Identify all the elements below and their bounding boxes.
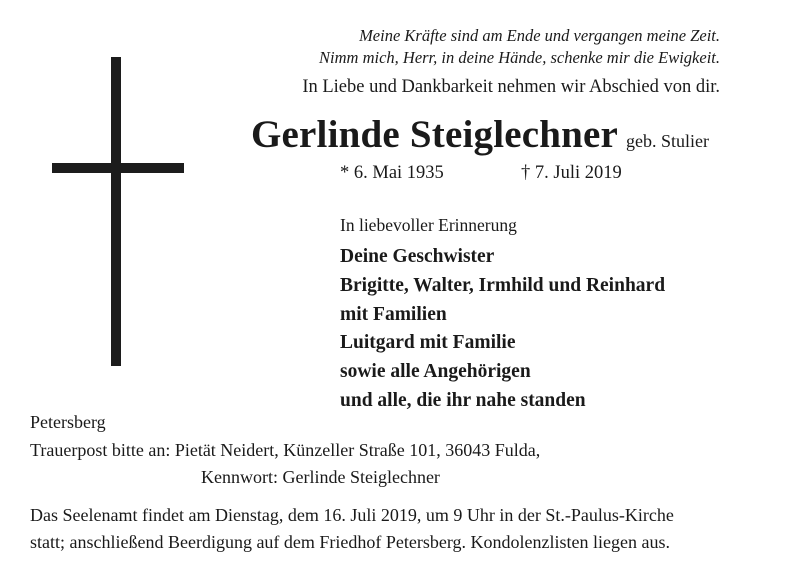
memory-intro: In liebevoller Erinnerung [340, 215, 517, 235]
condolence-keyword: Kennwort: Gerlinde Steiglechner [201, 467, 440, 487]
requiem-line-2: statt; anschließend Beerdigung auf dem Friedhof Petersberg. Kondolenzlisten liegen aus. [30, 532, 671, 552]
deceased-name: Gerlinde Steiglechner [251, 113, 619, 156]
cross-horizontal-beam [52, 163, 184, 173]
mourner-line: Deine Geschwister [340, 246, 495, 267]
place-name: Petersberg [30, 412, 106, 432]
cross-vertical-beam [111, 57, 121, 366]
mourner-line: Brigitte, Walter, Irmhild und Reinhard [340, 274, 666, 296]
mourner-line: und alle, die ihr nahe standen [340, 389, 586, 411]
deceased-name-line [251, 112, 709, 157]
birth-name: geb. Stulier [626, 131, 710, 151]
verse-line-1: Meine Kräfte sind am Ende und vergangen meine Zeit. [359, 26, 720, 45]
condolence-address: Trauerpost bitte an: Pietät Neidert, Künzeller Straße 101, 36043 Fulda, [30, 440, 541, 460]
mourner-line: mit Familien [340, 303, 447, 325]
mourner-line: sowie alle Angehörigen [340, 361, 531, 383]
mourner-line: Luitgard mit Familie [340, 332, 516, 354]
death-date: † 7. Juli 2019 [521, 163, 622, 183]
birth-date: * 6. Mai 1935 [340, 163, 444, 183]
requiem-line-1: Das Seelenamt findet am Dienstag, dem 16. Juli 2019, um 9 Uhr in der St.-Paulus-Kirche [30, 505, 674, 525]
verse-line-2: Nimm mich, Herr, in deine Hände, schenke mir die Ewigkeit. [319, 48, 720, 67]
farewell-text: In Liebe und Dankbarkeit nehmen wir Abschied von dir. [302, 77, 720, 97]
mourners-list [340, 243, 665, 416]
